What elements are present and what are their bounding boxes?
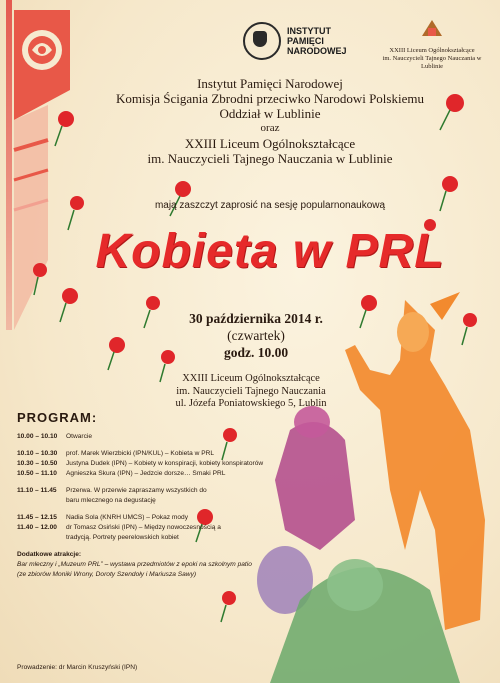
program-item — [17, 486, 207, 506]
program-time: 10.10 – 10.30 — [17, 450, 58, 457]
venue-line: ul. Józefa Poniatowskiego 5, Lublin — [175, 398, 327, 409]
extras-line: (ze zbiorów Moniki Wrony, Doroty Szendoły i Mariusza Sawy) — [17, 571, 197, 578]
program-list — [17, 432, 297, 580]
program-item — [17, 513, 297, 523]
program-time: 11.45 – 12.15 — [17, 514, 57, 521]
program-desc: Nadia Sola (KNRH UMCS) – Pokaz mody — [66, 514, 189, 521]
liceum-logo-line: XXIII Liceum Ogólnokształcące — [389, 47, 475, 54]
program-time: 10.00 – 10.10 — [17, 433, 58, 440]
program-time: 10.30 – 10.50 — [17, 460, 58, 467]
venue-line: im. Nauczycieli Tajnego Nauczania — [176, 385, 326, 397]
program-item — [17, 469, 297, 479]
venue-line: XXIII Liceum Ogólnokształcące — [182, 373, 320, 384]
program-desc: prof. Marek Wierzbicki (IPN/KUL) – Kobieta w PRL — [66, 450, 215, 457]
extras-line: Bar mleczny i „Muzeum PRL” – wystawa przedmiotów z epoki na szkolnym patio — [17, 561, 252, 568]
ipn-logo-line: INSTYTUT — [287, 26, 331, 36]
school-crest-icon — [419, 18, 445, 40]
ipn-logo-line: NARODOWEJ — [287, 46, 347, 56]
program-time: 11.40 – 12.00 — [17, 524, 57, 531]
organizer-line: XXIII Liceum Ogólnokształcące — [184, 136, 356, 151]
liceum-logo-line: im. Nauczycieli Tajnego Nauczania w Lublinie — [382, 55, 482, 70]
program-desc: Agnieszka Skura (IPN) – Jedzcie dorsze… Smaki PRL — [66, 470, 226, 477]
organizer-line: im. Nauczycieli Tajnego Nauczania w Lublinie — [147, 151, 393, 166]
program-desc: Otwarcie — [66, 433, 93, 440]
program-desc: Justyna Dudek (IPN) – Kobiety w konspiracji, kobiety konspiratorów — [66, 460, 264, 467]
moderator-footer: Prowadzenie: dr Marcin Kruszyński (IPN) — [17, 664, 138, 671]
event-venue — [166, 373, 336, 411]
program-item — [17, 459, 297, 469]
ipn-logo — [243, 22, 347, 60]
eagle-seal-icon — [243, 22, 281, 60]
event-time: godz. 10.00 — [223, 345, 289, 360]
organizers-header — [80, 76, 460, 166]
event-weekday: (czwartek) — [227, 328, 285, 343]
organizer-line: Komisja Ścigania Zbrodni przeciwko Narodowi Polskiemu — [116, 91, 424, 106]
program-time: 11.10 – 11.45 — [17, 487, 57, 494]
oraz-conjunction: oraz — [260, 122, 280, 134]
organizer-line: Oddział w Lublinie — [219, 106, 321, 121]
ipn-logo-line: PAMIĘCI — [287, 36, 324, 46]
event-title: Kobieta w PRL — [95, 225, 445, 278]
program-desc: dr Tomasz Osiński (IPN) – Między nowoczesnością a tradycją. Portrety peerelowskich kobiet — [66, 524, 221, 541]
invitation-text: mają zaszczyt zaprosić na sesję popularnonaukową — [154, 200, 386, 211]
extras-heading: Dodatkowe atrakcje: — [17, 551, 82, 558]
program-item — [17, 449, 297, 459]
program-item — [17, 432, 297, 442]
liceum-logo — [372, 18, 492, 71]
program-heading: PROGRAM: — [17, 410, 98, 425]
event-date — [176, 310, 336, 361]
program-desc: Przerwa. W przerwie zapraszamy wszystkich do baru mlecznego na degustację — [66, 487, 207, 504]
organizer-line: Instytut Pamięci Narodowej — [197, 76, 343, 91]
program-item — [17, 523, 227, 543]
event-day: 30 października 2014 r. — [189, 311, 323, 326]
program-time: 10.50 – 11.10 — [17, 470, 57, 477]
